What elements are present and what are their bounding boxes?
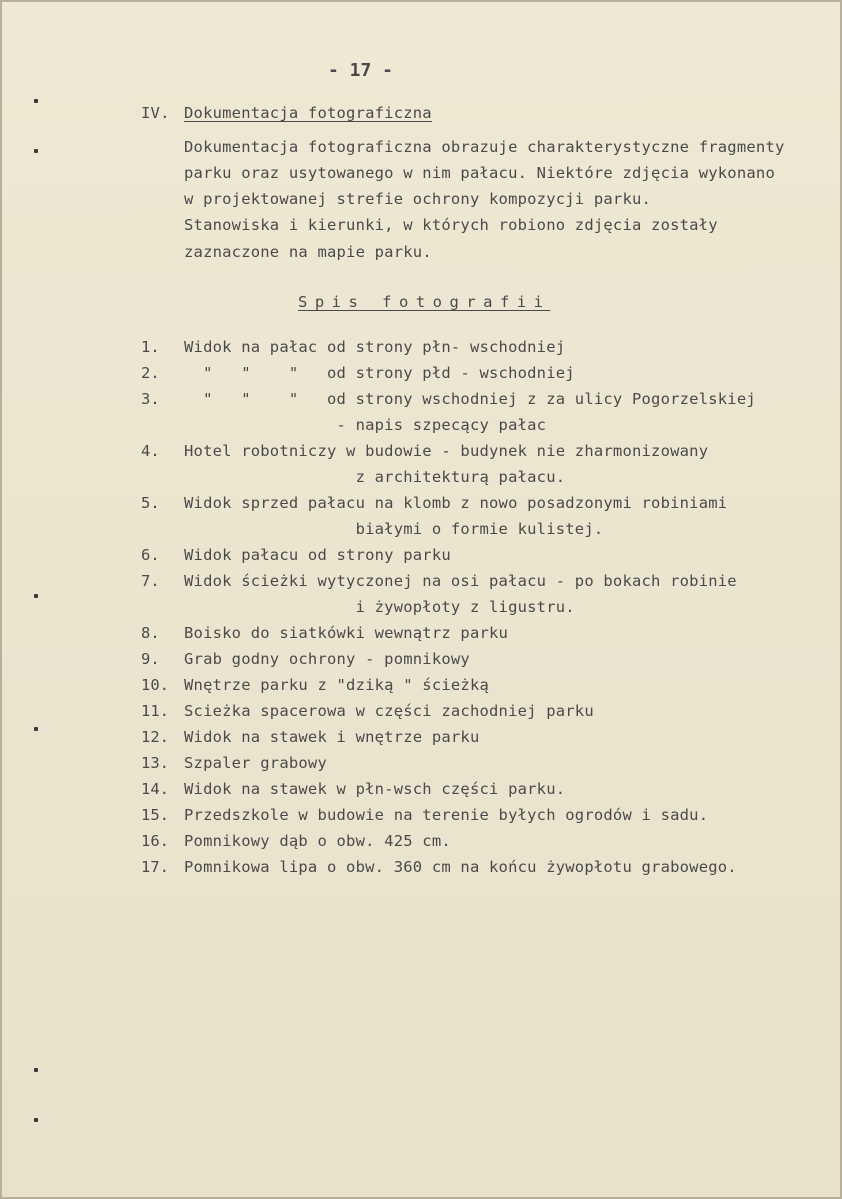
photo-number: 1. (141, 338, 160, 356)
margin-mark (34, 1118, 38, 1122)
photo-number: 6. (141, 546, 160, 564)
photo-number: 9. (141, 650, 160, 668)
photo-caption-line: Pomnikowy dąb o obw. 425 cm. (184, 832, 451, 850)
margin-mark (34, 99, 38, 103)
margin-mark (34, 594, 38, 598)
paragraph-line: Dokumentacja fotograficzna obrazuje charakterystyczne fragmenty (184, 138, 785, 156)
photo-caption-line: i żywopłoty z ligustru. (184, 598, 575, 616)
paragraph-line: w projektowanej strefie ochrony kompozycji parku. (184, 190, 652, 208)
photo-number: 15. (141, 806, 169, 824)
photo-caption-line: Przedszkole w budowie na terenie byłych ogrodów i sadu. (184, 806, 709, 824)
page-number: - 17 - (328, 60, 394, 81)
photo-caption-line: Hotel robotniczy w budowie - budynek nie zharmonizowany (184, 442, 709, 460)
photo-caption-line: Pomnikowa lipa o obw. 360 cm na końcu żywopłotu grabowego. (184, 858, 737, 876)
margin-mark (34, 727, 38, 731)
paragraph-line: parku oraz usytowanego w nim pałacu. Niektóre zdjęcia wykonano (184, 164, 775, 182)
photo-caption-line: Widok sprzed pałacu na klomb z nowo posadzonymi robiniami (184, 494, 728, 512)
photo-number: 14. (141, 780, 169, 798)
photo-caption-line: białymi o formie kulistej. (184, 520, 604, 538)
photo-number: 3. (141, 390, 160, 408)
list-title: Spis fotografii (298, 293, 551, 311)
photo-caption-line: z architekturą pałacu. (184, 468, 566, 486)
photo-number: 11. (141, 702, 169, 720)
section-title: Dokumentacja fotograficzna (184, 104, 432, 122)
margin-mark (34, 1068, 38, 1072)
photo-number: 4. (141, 442, 160, 460)
photo-number: 12. (141, 728, 169, 746)
paragraph-line: zaznaczone na mapie parku. (184, 243, 432, 261)
photo-caption-line: Boisko do siatkówki wewnątrz parku (184, 624, 509, 642)
photo-caption-line: Szpaler grabowy (184, 754, 327, 772)
photo-number: 2. (141, 364, 160, 382)
photo-number: 16. (141, 832, 169, 850)
photo-caption-line: Wnętrze parku z "dziką " ścieżką (184, 676, 490, 694)
photo-caption-line: Widok na pałac od strony płn- wschodniej (184, 338, 566, 356)
photo-caption-line: Widok ścieżki wytyczonej na osi pałacu - po bokach robinie (184, 572, 737, 590)
photo-caption-line: Scieżka spacerowa w części zachodniej parku (184, 702, 594, 720)
photo-number: 7. (141, 572, 160, 590)
photo-caption-line: Widok pałacu od strony parku (184, 546, 451, 564)
photo-caption-line: " " " od strony wschodniej z za ulicy Pogorzelskiej (184, 390, 756, 408)
photo-number: 5. (141, 494, 160, 512)
photo-caption-line: Grab godny ochrony - pomnikowy (184, 650, 470, 668)
section-number: IV. (141, 104, 170, 122)
paragraph-line: Stanowiska i kierunki, w których robiono zdjęcia zostały (184, 216, 718, 234)
photo-caption-line: Widok na stawek i wnętrze parku (184, 728, 480, 746)
photo-caption-line: " " " od strony płd - wschodniej (184, 364, 575, 382)
photo-caption-line: - napis szpecący pałac (184, 416, 547, 434)
margin-mark (34, 149, 38, 153)
photo-number: 17. (141, 858, 169, 876)
photo-number: 10. (141, 676, 169, 694)
photo-number: 13. (141, 754, 169, 772)
photo-caption-line: Widok na stawek w płn-wsch części parku. (184, 780, 566, 798)
photo-number: 8. (141, 624, 160, 642)
